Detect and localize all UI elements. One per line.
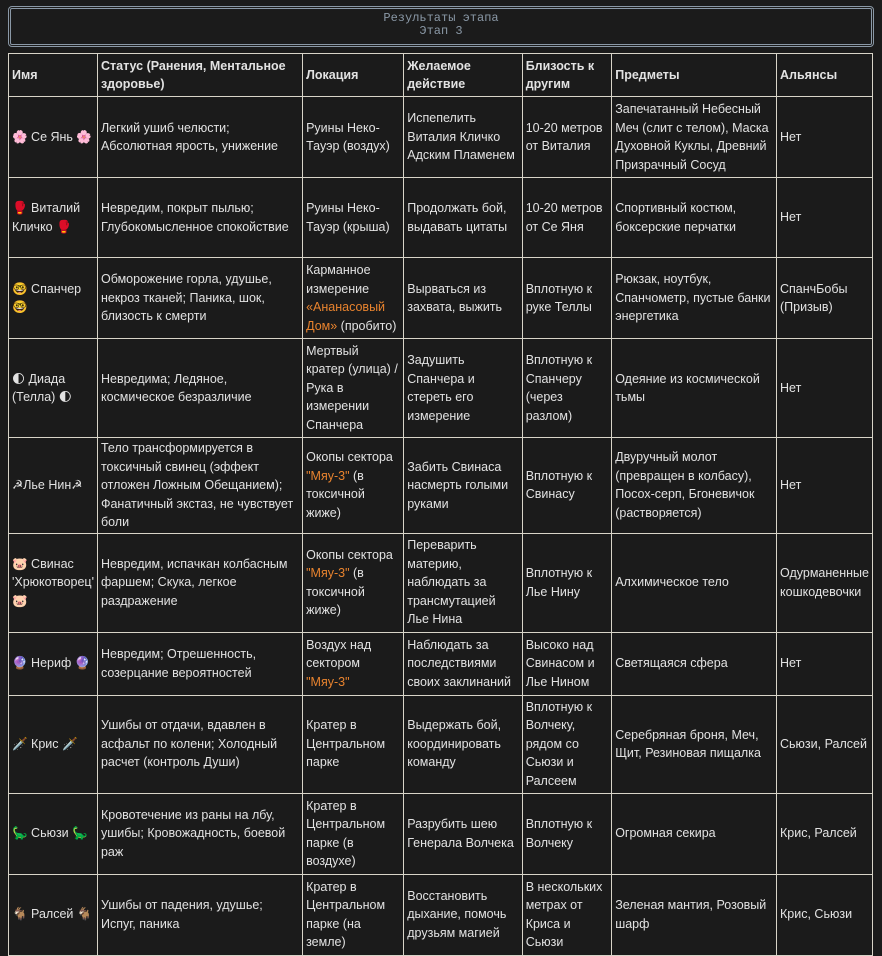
table-row [9, 632, 873, 695]
table-row [9, 339, 873, 438]
cell-alliances: Нет [777, 632, 873, 695]
cell-alliances: Крис, Сьюзи [777, 874, 873, 955]
table-row [9, 97, 873, 178]
cell-action: Наблюдать за последствиями своих заклинаний [404, 632, 522, 695]
cell-location [303, 438, 404, 534]
cell-action: Восстановить дыхание, помочь друзьям магией [404, 874, 522, 955]
cell-proximity: Вплотную к Волчеку, рядом со Сьюзи и Ралсеем [522, 695, 612, 793]
location-text: Кратер в Центральном парке (на земле) [306, 879, 386, 949]
cell-name: 🔮 Нериф 🔮 [9, 632, 98, 695]
cell-action: Выдержать бой, координировать команду [404, 695, 522, 793]
cell-status: Ушибы от падения, удушье; Испуг, паника [97, 874, 302, 955]
cell-proximity: Вплотную к Волчеку [522, 793, 612, 874]
cell-name: 🐷 Свинас 'Хрюкотворец' 🐷 [9, 533, 98, 632]
cell-alliances: Нет [777, 339, 873, 438]
cell-proximity: В нескольких метрах от Криса и Сьюзи [522, 874, 612, 955]
cell-items: Серебряная броня, Меч, Щит, Резиновая пищалка [612, 695, 777, 793]
table-header-row [9, 54, 873, 97]
cell-proximity: 10-20 метров от Виталия [522, 97, 612, 178]
cell-items: Светящаяся сфера [612, 632, 777, 695]
location-highlight: "Мяу-3" [306, 566, 350, 580]
cell-proximity: Вплотную к Лье Нину [522, 533, 612, 632]
location-text: Мертвый кратер (улица) / Рука в измерении Спанчера [306, 343, 398, 432]
cell-status: Легкий ушиб челюсти; Абсолютная ярость, унижение [97, 97, 302, 178]
location-highlight: "Мяу-3" [306, 674, 350, 689]
cell-location [303, 874, 404, 955]
cell-items: Двуручный молот (превращен в колбасу), Посох-серп, Бгоневичок (растворяется) [612, 438, 777, 534]
cell-name: 🦕 Сьюзи 🦕 [9, 793, 98, 874]
column-header-action: Желаемое действие [404, 54, 522, 97]
cell-status: Невредима; Ледяное, космическое безразличие [97, 339, 302, 438]
cell-proximity: 10-20 метров от Се Яня [522, 178, 612, 258]
table-row [9, 438, 873, 534]
column-header-status: Статус (Ранения, Ментальное здоровье) [97, 54, 302, 97]
location-text: (в токсичной жиже) [306, 566, 365, 617]
cell-proximity: Вплотную к руке Теллы [522, 258, 612, 339]
cell-name: 🥊 Виталий Кличко 🥊 [9, 178, 98, 258]
table-row [9, 874, 873, 955]
cell-status: Кровотечение из раны на лбу, ушибы; Кровожадность, боевой раж [97, 793, 302, 874]
cell-items: Алхимическое тело [612, 533, 777, 632]
cell-items: Спортивный костюм, боксерские перчатки [612, 178, 777, 258]
location-text: (пробито) [337, 318, 397, 333]
cell-alliances: Одурманенные кошкодевочки [777, 533, 873, 632]
cell-location [303, 97, 404, 178]
location-text: Окопы сектора [306, 450, 393, 465]
location-text: Руины Неко-Тауэр (крыша) [306, 201, 390, 234]
cell-alliances: Сьюзи, Ралсей [777, 695, 873, 793]
cell-action: Испепелить Виталия Кличко Адским Пламенем [404, 97, 522, 178]
cell-items: Запечатанный Небесный Меч (слит с телом), Маска Духовной Куклы, Древний Призрачный Сосуд [612, 97, 777, 178]
cell-status: Невредим; Отрешенность, созерцание вероятностей [97, 632, 302, 695]
location-text: Руины Неко-Тауэр (воздух) [306, 120, 390, 153]
cell-location [303, 178, 404, 258]
cell-location [303, 695, 404, 793]
table-row [9, 793, 873, 874]
cell-items: Рюкзак, ноутбук, Спанчометр, пустые банки энергетика [612, 258, 777, 339]
cell-location [303, 533, 404, 632]
location-text: Воздух над сектором [306, 637, 372, 671]
cell-alliances: Крис, Ралсей [777, 793, 873, 874]
cell-action: Продолжать бой, выдавать цитаты [404, 178, 522, 258]
cell-location [303, 339, 404, 438]
cell-items: Огромная секира [612, 793, 777, 874]
cell-items: Зеленая мантия, Розовый шарф [612, 874, 777, 955]
cell-action: Разрубить шею Генерала Волчека [404, 793, 522, 874]
cell-proximity: Вплотную к Спанчеру (через разлом) [522, 339, 612, 438]
cell-alliances: Нет [777, 97, 873, 178]
cell-alliances: Нет [777, 178, 873, 258]
table-body [9, 97, 873, 956]
cell-name: 🐐 Ралсей 🐐 [9, 874, 98, 955]
cell-name: ☭Лье Нин☭ [9, 438, 98, 534]
stage-results-header [8, 6, 874, 47]
cell-status: Тело трансформируется в токсичный свинец (эффект отложен Ложным Обещанием); Фанатичный экстаз, не чувствует боли [97, 438, 302, 534]
cell-alliances: Нет [777, 438, 873, 534]
cell-status: Обморожение горла, удушье, некроз тканей; Паника, шок, близость к смерти [97, 258, 302, 339]
cell-status: Невредим, покрыт пылью; Глубокомысленное спокойствие [97, 178, 302, 258]
cell-status: Ушибы от отдачи, вдавлен в асфальт по колени; Холодный расчет (контроль Души) [97, 695, 302, 793]
location-text: Кратер в Центральном парке (в воздухе) [306, 798, 386, 868]
header-subtitle: Этап 3 [419, 24, 463, 38]
cell-location [303, 793, 404, 874]
cell-proximity: Вплотную к Свинасу [522, 438, 612, 534]
cell-proximity: Высоко над Свинасом и Лье Нином [522, 632, 612, 695]
column-header-alliances: Альянсы [777, 54, 873, 97]
table-row [9, 178, 873, 258]
cell-action: Забить Свинаса насмерть голыми руками [404, 438, 522, 534]
column-header-items: Предметы [612, 54, 777, 97]
column-header-name: Имя [9, 54, 98, 97]
results-table [8, 53, 873, 956]
cell-status: Невредим, испачкан колбасным фаршем; Скука, легкое раздражение [97, 533, 302, 632]
cell-name: 🗡️ Крис 🗡️ [9, 695, 98, 793]
column-header-proximity: Близость к другим [522, 54, 612, 97]
table-row [9, 533, 873, 632]
cell-location [303, 632, 404, 695]
cell-action: Переварить материю, наблюдать за трансмутацией Лье Нина [404, 533, 522, 632]
location-text: Кратер в Центральном парке [306, 718, 386, 770]
location-text: Окопы сектора [306, 547, 393, 562]
table-row [9, 695, 873, 793]
location-text: Карманное измерение [306, 263, 371, 296]
header-title: Результаты этапа [383, 11, 499, 25]
cell-name: 🤓 Спанчер 🤓 [9, 258, 98, 339]
cell-action: Задушить Спанчера и стереть его измерение [404, 339, 522, 438]
location-text: (в токсичной жиже) [306, 468, 365, 520]
location-highlight: «Ананасовый Дом» [306, 300, 386, 333]
cell-alliances: СпанчБобы (Призыв) [777, 258, 873, 339]
cell-items: Одеяние из космической тьмы [612, 339, 777, 438]
cell-name: 🌓 Диада (Телла) 🌓 [9, 339, 98, 438]
cell-location [303, 258, 404, 339]
column-header-location: Локация [303, 54, 404, 97]
cell-action: Вырваться из захвата, выжить [404, 258, 522, 339]
location-highlight: "Мяу-3" [306, 468, 350, 483]
cell-name: 🌸 Се Янь 🌸 [9, 97, 98, 178]
table-row [9, 258, 873, 339]
